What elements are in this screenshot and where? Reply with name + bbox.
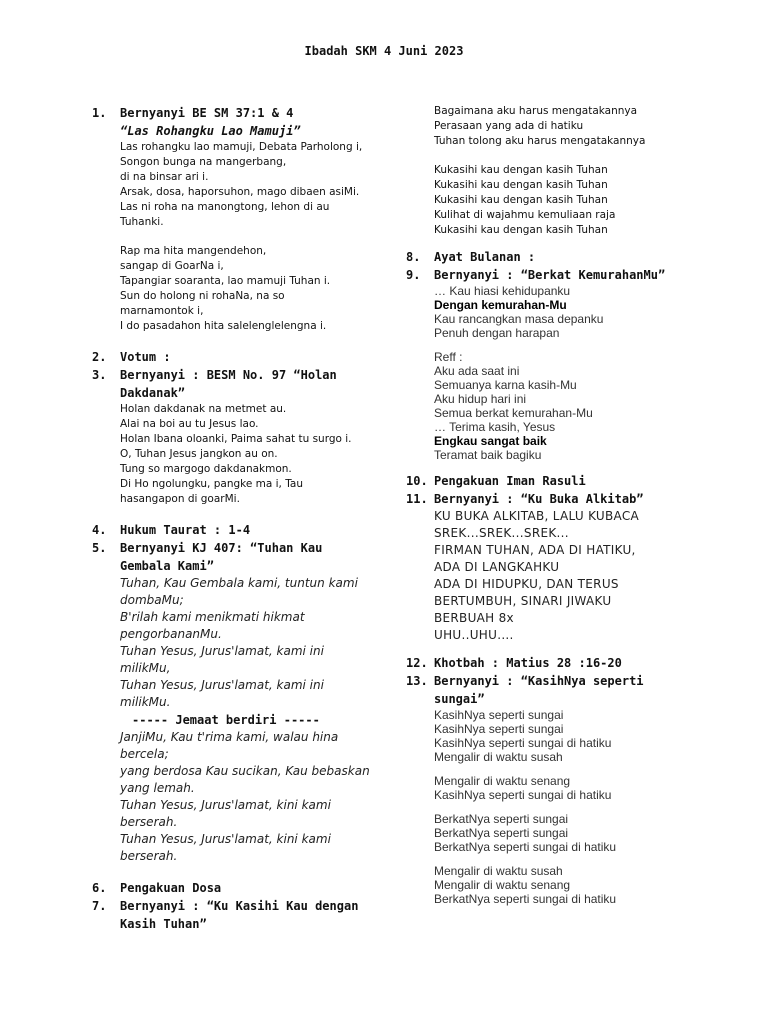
item-6	[92, 879, 382, 897]
item-number: 5.	[92, 541, 107, 555]
item-number: 7.	[92, 899, 107, 913]
item-13	[406, 672, 696, 708]
document-title: Ibadah SKM 4 Juni 2023	[304, 44, 464, 58]
item-9-line-5: Teramat baik bagiku	[434, 448, 542, 462]
item-9-label: Bernyanyi : “Berkat KemurahanMu”	[434, 268, 666, 282]
item-5-title: Bernyanyi KJ 407: “Tuhan Kau	[120, 541, 323, 555]
item-3-title: Bernyanyi : BESM No. 97 “Holan	[120, 368, 337, 382]
item-8	[406, 248, 696, 266]
item-3	[92, 366, 382, 402]
right-column	[406, 104, 696, 906]
item-7-verse-b: Kukasihi kau dengan kasih Tuhan Kukasihi kau dengan kasih Tuhan Kukasihi kau dengan kasih Tuhan Kulihat di wajahmu kemuliaan raja Kukasihi kau dengan kasih Tuhan	[434, 164, 616, 236]
item-12-label: Khotbah : Matius 28 :16-20	[434, 656, 622, 670]
item-3-verse: Holan dakdanak na metmet au. Alai na boi au tu Jesus lao. Holan Ibana oloanki, Paima sahat tu surgo i. O, Tuhan Jesus jangkon au on. Tung so margogo dakdanakmon. Di Ho ngolungku, pangke ma i, Tau hasangapon di goarMi.	[120, 403, 352, 505]
item-6-label: Pengakuan Dosa	[120, 881, 222, 895]
item-9-line-1: … Kau hiasi kehidupanku	[434, 284, 571, 298]
item-5-title-cont: Gembala Kami”	[120, 559, 214, 573]
item-number: 1.	[92, 106, 107, 120]
item-number: 8.	[406, 250, 421, 264]
item-9-line-2: Dengan kemurahan-Mu	[434, 298, 567, 312]
item-11	[406, 490, 696, 508]
item-number: 4.	[92, 523, 107, 537]
item-10	[406, 472, 696, 490]
item-7-title: Bernyanyi : “Ku Kasihi Kau dengan	[120, 899, 359, 913]
item-11-label: Bernyanyi : “Ku Buka Alkitab”	[434, 492, 644, 506]
item-number: 10.	[406, 474, 428, 488]
item-5	[92, 539, 382, 575]
item-7	[92, 897, 382, 933]
item-12	[406, 654, 696, 672]
item-3-title-cont: Dakdanak”	[120, 386, 186, 400]
item-13-verse-1: KasihNya seperti sungai KasihNya seperti sungai KasihNya seperti sungai di hatiku Mengalir di waktu susah	[434, 708, 612, 764]
item-4	[92, 521, 382, 539]
item-5-note: ----- Jemaat berdiri -----	[132, 713, 320, 727]
left-column	[92, 104, 382, 933]
item-number: 3.	[92, 368, 107, 382]
item-13-verse-3: BerkatNya seperti sungai BerkatNya seperti sungai BerkatNya seperti sungai di hatiku	[434, 812, 617, 854]
item-1-song: “Las Rohangku Lao Mamuji”	[120, 124, 301, 138]
item-9-reff: Reff : Aku ada saat ini Semuanya karna kasih-Mu Aku hidup hari ini Semua berkat kemurahan-Mu … Terima kasih, Yesus	[434, 350, 593, 434]
item-1-verse-2: Rap ma hita mangendehon, sangap di GoarNa i, Tapangiar soaranta, lao mamuji Tuhan i. Sun do holong ni rohaNa, na so marnamontok i, I do pasadahon hita salelenglelengna i.	[120, 245, 331, 332]
item-7-title-cont: Kasih Tuhan”	[120, 917, 207, 931]
item-2	[92, 348, 382, 366]
item-8-label: Ayat Bulanan :	[434, 250, 536, 264]
item-5-verse-1: Tuhan, Kau Gembala kami, tuntun kami dombaMu; B'rilah kami menikmati hikmat pengorbananMu. Tuhan Yesus, Jurus'lamat, kami ini milikMu, Tuhan Yesus, Jurus'lamat, kami ini milikMu.	[120, 576, 358, 709]
item-number: 11.	[406, 492, 428, 506]
item-number: 12.	[406, 656, 428, 670]
item-9-line-3: Kau rancangkan masa depanku Penuh dengan harapan	[434, 312, 604, 340]
item-13-verse-2: Mengalir di waktu senang KasihNya seperti sungai di hatiku	[434, 774, 612, 802]
item-number: 9.	[406, 268, 421, 282]
item-11-verse: KU BUKA ALKITAB, LALU KUBACA SREK...SREK...SREK... FIRMAN TUHAN, ADA DI HATIKU, ADA DI LANGKAHKU ADA DI HIDUPKU, DAN TERUS BERTUMBUH, SINARI JIWAKU BERBUAH 8x UHU..UHU....	[434, 509, 640, 642]
item-13-verse-4: Mengalir di waktu susah Mengalir di waktu senang BerkatNya seperti sungai di hatiku	[434, 864, 617, 906]
item-9	[406, 266, 696, 284]
item-13-label: Bernyanyi : “KasihNya seperti sungai”	[434, 674, 644, 706]
item-5-verse-2: JanjiMu, Kau t'rima kami, walau hina bercela; yang berdosa Kau sucikan, Kau bebaskan yang lemah. Tuhan Yesus, Jurus'lamat, kini kami berserah. Tuhan Yesus, Jurus'lamat, kini kami berserah.	[120, 730, 370, 863]
item-10-label: Pengakuan Iman Rasuli	[434, 474, 586, 488]
item-7-verse-a: Bagaimana aku harus mengatakannya Perasaan yang ada di hatiku Tuhan tolong aku harus mengatakannya	[434, 105, 646, 147]
item-number: 13.	[406, 674, 428, 688]
item-4-label: Hukum Taurat : 1-4	[120, 523, 251, 537]
item-9-line-4: Engkau sangat baik	[434, 434, 547, 448]
item-1	[92, 104, 382, 140]
item-1-verse-1: Las rohangku lao mamuji, Debata Parholong i, Songon bunga na mangerbang, di na binsar ari i. Arsak, dosa, haporsuhon, mago dibaen asiMi. Las ni roha na manongtong, lehon di au Tuhanki.	[120, 141, 363, 228]
item-2-label: Votum :	[120, 350, 171, 364]
item-number: 6.	[92, 881, 107, 895]
item-1-title: Bernyanyi BE SM 37:1 & 4	[120, 106, 294, 120]
item-number: 2.	[92, 350, 107, 364]
